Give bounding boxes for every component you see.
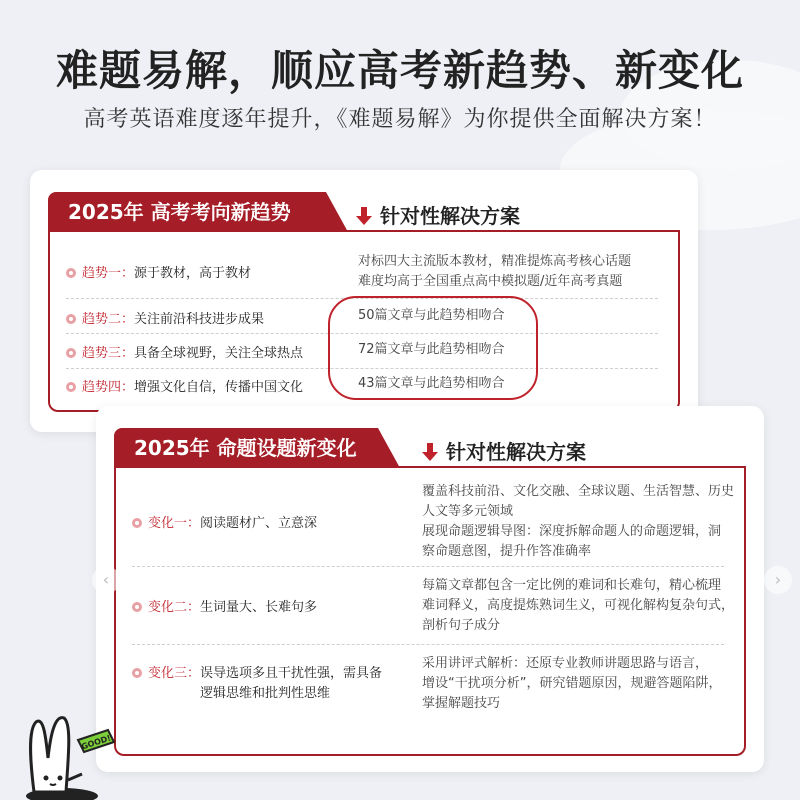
desc-line: 掌握解题技巧 <box>422 696 501 711</box>
change-tag: 变化二： <box>148 600 201 615</box>
down-arrow-icon <box>422 443 438 461</box>
change-text: 阅读题材广、立意深 <box>200 516 318 531</box>
trends-banner: 2025年 高考考向新趋势 <box>48 192 326 232</box>
desc-line: 采用讲评式解析：还原专业教师讲题思路与语言， <box>422 656 709 671</box>
desc-line: 难词释义，高度提炼熟词生义，可视化解构复杂句式， <box>422 598 735 613</box>
change-row-3 <box>132 664 382 704</box>
change-desc-2 <box>422 576 734 636</box>
desc-line: 人文等多元领域 <box>422 504 514 519</box>
trend-desc-2: 50篇文章与此趋势相吻合 <box>358 308 505 323</box>
trend-desc-1 <box>358 252 631 292</box>
trend-text: 具备全球视野，关注全球热点 <box>134 346 304 361</box>
desc-line: 对标四大主流版本教材，精准提炼高考核心话题 <box>358 254 632 269</box>
trend-text: 源于教材，高于教材 <box>134 266 252 281</box>
bullet-icon <box>132 668 142 678</box>
change-tag: 变化一： <box>148 516 201 531</box>
svg-text:GOOD!: GOOD! <box>80 733 113 752</box>
change-text: 生词量大、长难句多 <box>200 600 318 615</box>
trend-desc-4: 43篇文章与此趋势相吻合 <box>358 376 505 391</box>
bullet-icon <box>66 348 76 358</box>
bullet-icon <box>132 602 142 612</box>
trend-tag: 趋势三： <box>82 346 135 361</box>
changes-frame-top <box>378 466 746 468</box>
desc-line: 每篇文章都包含一定比例的难词和长难句，精心梳理 <box>422 578 722 593</box>
page-title: 难题易解，顺应高考新趋势、新变化 <box>55 46 744 95</box>
change-text-line2: 逻辑思维和批判性思维 <box>200 686 331 701</box>
row-divider <box>132 566 724 567</box>
bullet-icon <box>132 518 142 528</box>
highlight-oval <box>328 296 538 400</box>
changes-banner: 2025年 命题设题新变化 <box>114 428 378 468</box>
bullet-icon <box>66 314 76 324</box>
change-row-1 <box>132 512 317 531</box>
trend-desc-3: 72篇文章与此趋势相吻合 <box>358 342 505 357</box>
next-arrow-button[interactable]: › <box>764 566 792 594</box>
desc-line: 增设“干扰项分析”，研究错题原因，规避答题陷阱， <box>422 676 722 691</box>
page-subtitle: 高考英语难度逐年提升，《难题易解》为你提供全面解决方案！ <box>83 107 717 132</box>
trend-tag: 趋势一： <box>82 266 135 281</box>
desc-line: 难度均高于全国重点高中模拟题/近年高考真题 <box>358 274 623 289</box>
prev-arrow-button[interactable]: ‹ <box>92 566 120 594</box>
changes-solution-heading <box>422 436 586 465</box>
bullet-icon <box>66 382 76 392</box>
trends-card <box>30 170 698 432</box>
change-tag: 变化三： <box>148 666 201 681</box>
change-text: 误导选项多且干扰性强，需具备 <box>200 666 383 681</box>
trend-tag: 趋势二： <box>82 312 135 327</box>
trend-text: 关注前沿科技进步成果 <box>134 312 265 327</box>
trend-text: 增强文化自信，传播中国文化 <box>134 380 304 395</box>
trends-frame-top <box>326 230 680 232</box>
row-divider <box>132 644 724 645</box>
trend-row-4 <box>66 376 303 395</box>
trend-row-1 <box>66 262 251 281</box>
trend-tag: 趋势四： <box>82 380 135 395</box>
trend-row-3 <box>66 342 303 361</box>
change-desc-1 <box>422 482 734 562</box>
solution-label: 针对性解决方案 <box>446 440 586 464</box>
trend-row-2 <box>66 308 264 327</box>
desc-line: 展现命题逻辑导图：深度拆解命题人的命题逻辑，洞 <box>422 524 722 539</box>
down-arrow-icon <box>356 207 372 225</box>
bullet-icon <box>66 268 76 278</box>
solution-label: 针对性解决方案 <box>380 204 520 228</box>
desc-line: 剖析句子成分 <box>422 618 501 633</box>
desc-line: 覆盖科技前沿、文化交融、全球议题、生活智慧、历史 <box>422 484 735 499</box>
change-desc-3 <box>422 654 721 714</box>
rabbit-mascot-icon <box>20 700 120 800</box>
change-row-2 <box>132 596 317 615</box>
desc-line: 察命题意图，提升作答准确率 <box>422 544 592 559</box>
changes-card <box>96 406 764 772</box>
trends-solution-heading <box>356 200 520 229</box>
